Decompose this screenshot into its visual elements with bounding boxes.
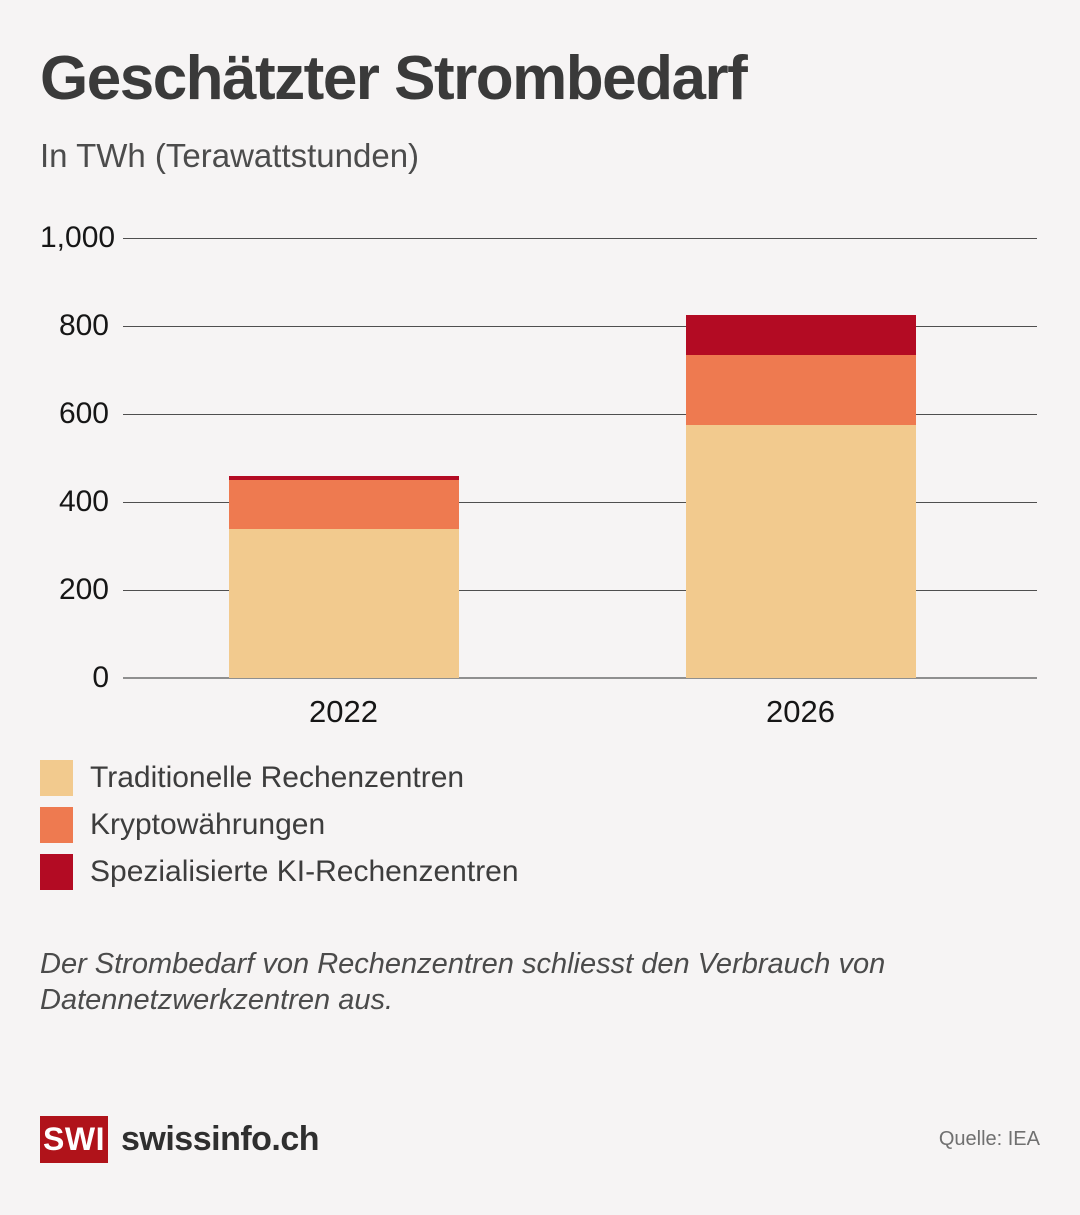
y-tick-label: 800	[58, 309, 109, 343]
brand	[40, 1116, 319, 1163]
legend-swatch	[40, 854, 73, 890]
bar-segment	[686, 355, 916, 425]
legend-swatch	[40, 807, 73, 843]
chart-plot	[123, 238, 1037, 678]
swi-logo: SWI	[40, 1116, 108, 1163]
bar-segment	[686, 425, 916, 678]
bar-segment	[229, 529, 459, 679]
bar-chart	[40, 221, 1037, 730]
chart-legend	[40, 760, 1040, 890]
footnote: Der Strombedarf von Rechenzentren schliesst den Verbrauch von Datennetzwerkzentren aus.	[40, 948, 886, 1017]
bar-segment	[229, 476, 459, 480]
legend-label: Spezialisierte KI-Rechenzentren	[90, 855, 519, 889]
legend-item	[40, 760, 1040, 796]
x-axis-label: 2022	[309, 694, 378, 730]
infographic	[0, 46, 1080, 1215]
y-tick-label: 200	[58, 573, 109, 607]
bar-segment	[229, 480, 459, 528]
legend-label: Kryptowährungen	[90, 808, 326, 842]
y-tick-label: 400	[58, 485, 109, 519]
y-tick-label: 0	[92, 661, 109, 695]
x-axis-label: 2026	[766, 694, 835, 730]
y-tick-label: 1,000	[40, 221, 116, 255]
y-tick-label: 600	[58, 397, 109, 431]
bar-segment	[686, 315, 916, 355]
legend-label: Traditionelle Rechenzentren	[90, 761, 465, 795]
footer	[40, 1116, 1040, 1163]
brand-name: swissinfo.ch	[121, 1120, 320, 1158]
legend-item	[40, 807, 1040, 843]
legend-item	[40, 854, 1040, 890]
page-subtitle: In TWh (Terawattstunden)	[40, 137, 420, 175]
page-title: Geschätzter Strombedarf	[40, 44, 747, 113]
source-label: Quelle: IEA	[938, 1128, 1040, 1150]
legend-swatch	[40, 760, 73, 796]
